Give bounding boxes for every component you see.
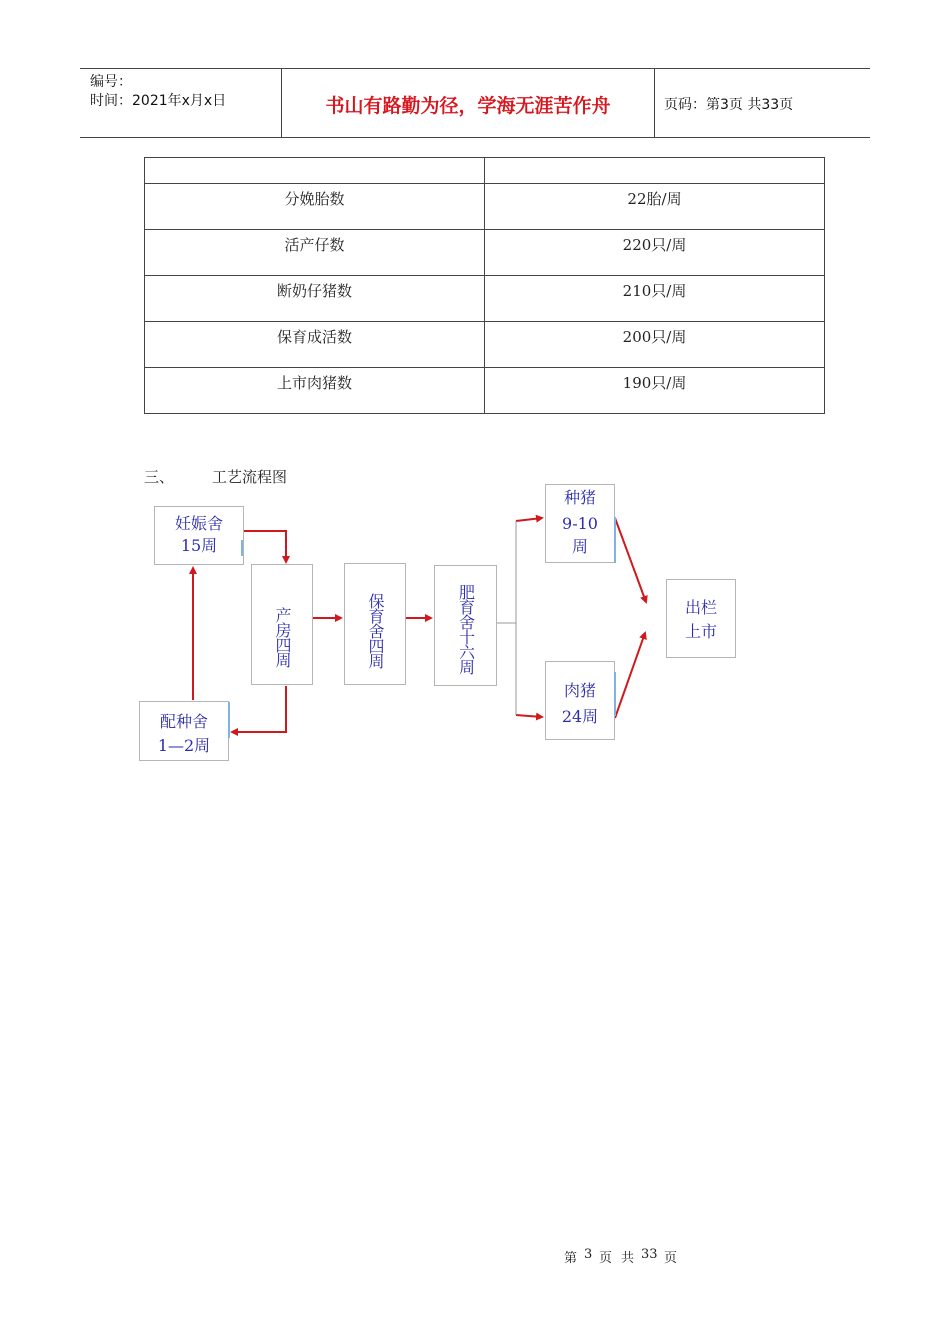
flow-box-pregnancy [154,506,244,565]
flow-box-nursery [344,563,406,685]
arrow-to-meat [516,715,542,717]
box-label: 周 [571,537,588,556]
page-header [80,68,870,138]
box-label: 种猪 [563,488,596,507]
box-label: 9-10 [562,514,598,533]
table-row [145,230,825,276]
footer-total-pages: 33 [641,1247,658,1262]
footer-text: 共 [621,1251,635,1266]
table-row [145,276,825,322]
production-table [144,157,825,414]
header-meta [90,73,226,111]
table-cell-label: 活产仔数 [145,230,485,276]
branch-line [497,521,516,715]
arrow-farrowing-to-breeding [232,686,286,732]
date-label: 时间：2021年x月x日 [90,93,227,109]
table-cell-value: 210只/周 [485,276,825,322]
table-cell-label: 分娩胎数 [145,184,485,230]
table-cell-label: 上市肉猪数 [145,368,485,414]
section-title: 工艺流程图 [212,468,288,486]
table-cell-value: 200只/周 [485,322,825,368]
box-label: 肉猪 [563,681,596,700]
serial-label: 编号： [90,74,132,90]
arrow-breeder-to-market [615,518,646,602]
header-page-label: 页码：第3页 共33页 [664,97,794,113]
header-divider [654,69,655,137]
section-number: 三、 [144,468,175,486]
box-edge-accent [614,672,616,716]
header-motto: 书山有路勤为径，学海无涯苦作舟 [325,95,611,117]
footer-text: 页 [664,1251,678,1266]
table-row [145,322,825,368]
table-row [145,184,825,230]
table-cell-value: 22胎/周 [485,184,825,230]
box-label: 产房四周 [273,606,292,667]
table-cell-value: 190只/周 [485,368,825,414]
box-edge-accent [241,540,243,556]
box-label: 上市 [684,622,717,641]
table-cell-label: 断奶仔猪数 [145,276,485,322]
flow-box-breeder [545,484,615,563]
table-cell-label: 保育成活数 [145,322,485,368]
footer-text: 第 [564,1251,578,1266]
flow-box-farrowing [251,564,313,685]
arrow-meat-to-market [615,633,645,718]
box-label: 15周 [180,536,218,555]
table-cell-value [485,158,825,184]
table-cell-label [145,158,485,184]
flow-box-market [666,579,736,658]
table-row [145,158,825,184]
box-label: 24周 [561,707,599,726]
flow-box-meat [545,661,615,740]
box-edge-accent [228,702,230,738]
arrow-pregnancy-to-farrowing [244,531,286,562]
box-label: 出栏 [684,598,717,617]
box-label: 妊娠舍 [174,514,223,533]
box-edge-accent [614,517,616,563]
table-row [145,368,825,414]
box-label: 配种舍 [159,712,208,731]
box-label: 1—2周 [157,736,211,755]
footer-text: 页 [599,1251,613,1266]
box-label: 肥育舍十六周 [456,583,476,674]
section-heading [144,466,287,487]
table-cell-value: 220只/周 [485,230,825,276]
flow-box-fattening [434,565,497,686]
arrow-to-breeder [516,518,542,521]
flow-box-breeding [139,701,229,761]
footer-page-number: 3 [584,1247,593,1262]
box-label: 保育舍四周 [366,592,385,668]
